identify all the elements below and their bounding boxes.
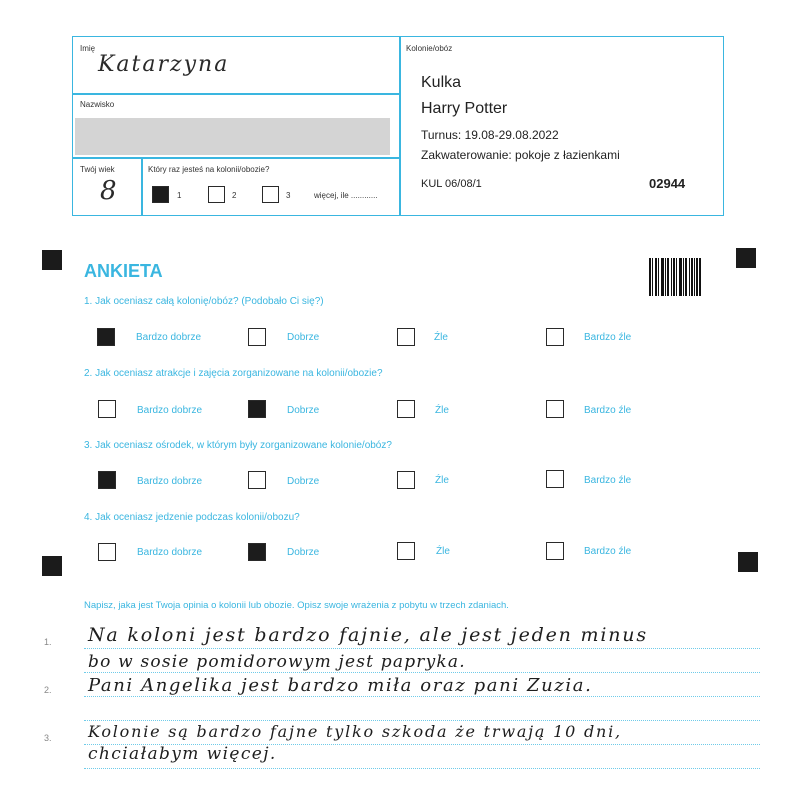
header-divider-1 xyxy=(72,93,400,95)
ktory-raz-option-3: 3 xyxy=(286,191,291,200)
q3-checkbox-dobrze[interactable] xyxy=(248,471,266,489)
q2-option-bardzo-dobrze: Bardzo dobrze xyxy=(137,405,203,416)
kolonia-code: KUL 06/08/1 xyxy=(421,178,482,190)
zakwaterowanie: Zakwaterowanie: pokoje z łazienkami xyxy=(421,148,620,162)
q4-checkbox-dobrze[interactable] xyxy=(248,543,266,561)
writing-line xyxy=(84,696,760,697)
handwriting-line-3: Pani Angelika jest bardzo miła oraz pani Zuzia. xyxy=(88,675,593,696)
line-number-2: 2. xyxy=(44,685,52,695)
line-number-3: 3. xyxy=(44,733,52,743)
q1-checkbox-zle[interactable] xyxy=(397,328,415,346)
handwriting-line-5: chciałabym więcej. xyxy=(88,744,277,764)
q3-option-dobrze: Dobrze xyxy=(287,476,320,487)
nazwisko-redacted xyxy=(75,118,390,155)
survey-title: ANKIETA xyxy=(84,261,163,281)
header-divider-age xyxy=(141,157,143,216)
line-number-1: 1. xyxy=(44,637,52,647)
imie-label: Imię xyxy=(80,44,96,53)
writing-line xyxy=(84,672,760,673)
q2-checkbox-bardzo-dobrze[interactable] xyxy=(98,400,116,418)
q1-option-bardzo-zle: Bardzo źle xyxy=(584,332,632,343)
wiek-value: 8 xyxy=(100,176,117,206)
form-number: 02944 xyxy=(649,176,686,191)
q1-checkbox-bardzo-zle[interactable] xyxy=(546,328,564,346)
q4-option-bardzo-dobrze: Bardzo dobrze xyxy=(137,547,203,558)
registration-mark-bottom-left xyxy=(42,556,62,576)
q4-option-zle: Źle xyxy=(436,546,450,557)
handwriting-line-2: bo w sosie pomidorowym jest papryka. xyxy=(88,652,466,672)
registration-mark-top-right xyxy=(736,248,756,268)
q4-option-dobrze: Dobrze xyxy=(287,547,320,558)
q1-checkbox-dobrze[interactable] xyxy=(248,328,266,346)
q3-checkbox-bardzo-dobrze[interactable] xyxy=(98,471,116,489)
q2-checkbox-bardzo-zle[interactable] xyxy=(546,400,564,418)
ktory-raz-checkbox-1[interactable] xyxy=(152,186,169,203)
ktory-raz-checkbox-2[interactable] xyxy=(208,186,225,203)
header-divider-2 xyxy=(72,157,400,159)
q4-checkbox-zle[interactable] xyxy=(397,542,415,560)
q1-option-dobrze: Dobrze xyxy=(287,332,320,343)
registration-mark-bottom-right xyxy=(738,552,758,572)
q1-option-zle: Źle xyxy=(434,332,448,343)
q3-checkbox-bardzo-zle[interactable] xyxy=(546,470,564,488)
opinion-prompt: Napisz, jaka jest Twoja opinia o kolonii lub obozie. Opisz swoje wrażenia z pobytu w trzech zdaniach. xyxy=(84,600,509,611)
writing-line xyxy=(84,648,760,649)
ktory-raz-option-2: 2 xyxy=(232,191,237,200)
q1-option-bardzo-dobrze: Bardzo dobrze xyxy=(136,332,202,343)
q4-checkbox-bardzo-zle[interactable] xyxy=(546,542,564,560)
wiek-label: Twój wiek xyxy=(80,165,115,174)
handwriting-line-1: Na koloni jest bardzo fajnie, ale jest jeden minus xyxy=(88,624,648,646)
kolonia-name: Kulka xyxy=(421,74,462,91)
handwriting-line-4: Kolonie są bardzo fajne tylko szkoda że trwają 10 dni, xyxy=(88,722,622,741)
imie-value: Katarzyna xyxy=(98,52,230,77)
header-divider-vertical xyxy=(399,36,401,216)
q4-checkbox-bardzo-dobrze[interactable] xyxy=(98,543,116,561)
ktory-raz-label: Który raz jesteś na kolonii/obozie? xyxy=(148,165,270,174)
ktory-raz-option-1: 1 xyxy=(177,191,182,200)
q3-checkbox-zle[interactable] xyxy=(397,471,415,489)
q3-option-zle: Źle xyxy=(435,475,449,486)
question-3: 3. Jak oceniasz ośrodek, w którym były zorganizowane kolonie/obóz? xyxy=(84,440,392,451)
barcode-icon xyxy=(649,258,701,296)
writing-line xyxy=(84,768,760,769)
question-4: 4. Jak oceniasz jedzenie podczas kolonii/obozu? xyxy=(84,512,300,523)
q2-checkbox-dobrze[interactable] xyxy=(248,400,266,418)
q3-option-bardzo-zle: Bardzo źle xyxy=(584,475,632,486)
q2-option-zle: Źle xyxy=(435,405,449,416)
ktory-raz-checkbox-3[interactable] xyxy=(262,186,279,203)
registration-mark-top-left xyxy=(42,250,62,270)
q1-checkbox-bardzo-dobrze[interactable] xyxy=(97,328,115,346)
ktory-raz-more: więcej, ile ............ xyxy=(314,191,378,200)
turnus: Turnus: 19.08-29.08.2022 xyxy=(421,128,559,142)
q3-option-bardzo-dobrze: Bardzo dobrze xyxy=(137,476,203,487)
q2-option-bardzo-zle: Bardzo źle xyxy=(584,405,632,416)
kolonia-theme: Harry Potter xyxy=(421,100,508,117)
question-2: 2. Jak oceniasz atrakcje i zajęcia zorganizowane na kolonii/obozie? xyxy=(84,368,383,379)
kolonie-label: Kolonie/obóz xyxy=(406,44,453,53)
nazwisko-label: Nazwisko xyxy=(80,100,115,109)
q2-checkbox-zle[interactable] xyxy=(397,400,415,418)
question-1: 1. Jak oceniasz całą kolonię/obóz? (Podobało Ci się?) xyxy=(84,296,324,307)
q2-option-dobrze: Dobrze xyxy=(287,405,320,416)
q4-option-bardzo-zle: Bardzo źle xyxy=(584,546,632,557)
writing-line xyxy=(84,720,760,721)
